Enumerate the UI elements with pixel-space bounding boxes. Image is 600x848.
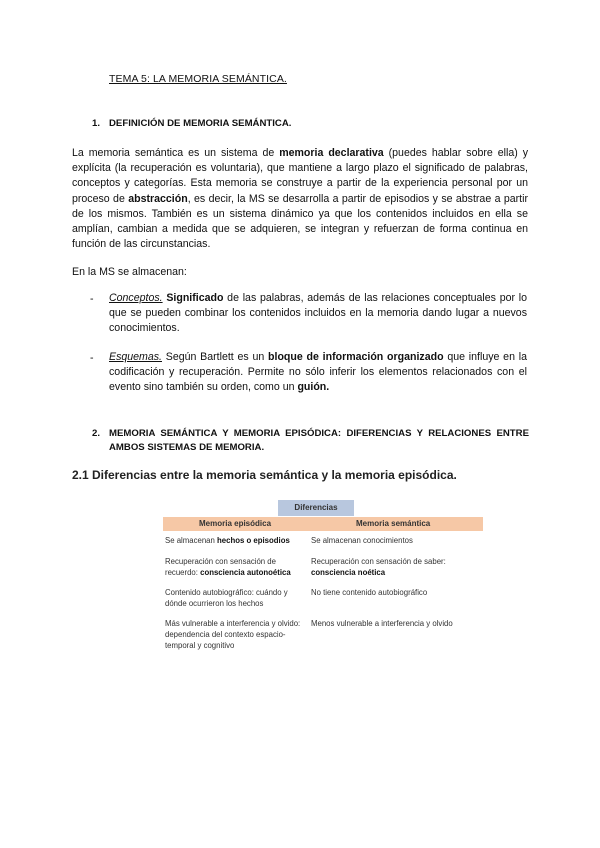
bullet-esquemas [109, 350, 527, 396]
section-2-title-line1: MEMORIA SEMÁNTICA Y MEMORIA EPISÓDICA: DIFERENCIAS Y RELACIONES ENTRE [109, 428, 529, 439]
table-cell [165, 556, 303, 578]
para-bold-term: memoria declarativa [279, 147, 384, 159]
bullet-bold: guión. [297, 381, 330, 394]
section-2-number: 2. [92, 428, 101, 439]
table-cell [165, 535, 303, 546]
table-header-semantica: Memoria semántica [356, 519, 431, 528]
bullet-text: Según Bartlett es un [162, 351, 269, 363]
section-1-heading [92, 118, 291, 129]
para-text: La memoria semántica es un sistema de [72, 147, 280, 159]
bullet-text: que influye en la codificación y recuperación. Permite no sólo inferir los elementos relacionados con el evento sino también su orden, como un [109, 351, 527, 394]
bullet-dash: - [90, 352, 94, 364]
bullet-bold: bloque de información organizado [268, 351, 444, 363]
section-2-title-line2: AMBOS SISTEMAS DE MEMORIA. [109, 442, 265, 453]
table-cell [311, 556, 471, 578]
table-cell: Menos vulnerable a interferencia y olvido [311, 619, 453, 628]
page-title: TEMA 5: LA MEMORIA SEMÁNTICA. [109, 73, 287, 85]
para-text: (puedes hablar sobre ella) y explícita (la recuperación es voluntaria), que mantiene a largo plazo el significado de palabras, conceptos y categorías. Esta memoria se construye a partir de la experiencia personal por un proceso de [72, 147, 528, 205]
cell-bold: consciencia autonoética [200, 568, 291, 577]
cell-bold: consciencia noética [311, 568, 386, 577]
table-header-row [163, 517, 483, 531]
section-1-title: DEFINICIÓN DE MEMORIA SEMÁNTICA. [109, 118, 292, 129]
bullet-text: de las palabras, además de las relaciones conceptuales por lo que se pueden combinar los contenidos incluidos en la memoria dando lugar a nuevos conocimientos. [109, 292, 527, 335]
bullet-conceptos [109, 291, 527, 337]
table-cell: No tiene contenido autobiográfico [311, 588, 428, 597]
cell-text: Recuperación con sensación de saber: [311, 557, 446, 566]
ms-intro: En la MS se almacenan: [72, 266, 187, 278]
bullet-dash: - [90, 293, 94, 305]
cell-text: Recuperación con sensación de recuerdo: [165, 557, 276, 577]
bullet-term: Conceptos. [109, 292, 163, 304]
bullet-bold: Significado [166, 292, 224, 304]
cell-bold: hechos o episodios [217, 536, 290, 545]
subsection-title: 2.1 Diferencias entre la memoria semántica y la memoria episódica. [72, 468, 457, 482]
definition-paragraph [72, 146, 528, 252]
table-caption: Diferencias [278, 500, 354, 516]
table-cell: Contenido autobiográfico: cuándo y dónde ocurrieron los hechos [165, 588, 288, 608]
table-cell: Se almacenan conocimientos [311, 536, 413, 545]
bullet-term: Esquemas. [109, 351, 162, 363]
section-1-number: 1. [92, 118, 101, 129]
para-text: , es decir, la MS se desarrolla a partir de episodios y se abstrae a partir de los mismos. También es un sistema dinámico ya que los contenidos incluidos en ella se amplían, cambian a medida que se adquieren, se integran y refuerzan de forma continua en función de las circunstancias. [72, 192, 528, 251]
table-cell: Más vulnerable a interferencia y olvido: dependencia del contexto espacio-temporal y cognitivo [165, 619, 301, 650]
para-bold-term: abstracción [128, 192, 188, 205]
table-header-episodica: Memoria episódica [199, 519, 272, 528]
cell-text: Se almacenan [165, 536, 218, 545]
